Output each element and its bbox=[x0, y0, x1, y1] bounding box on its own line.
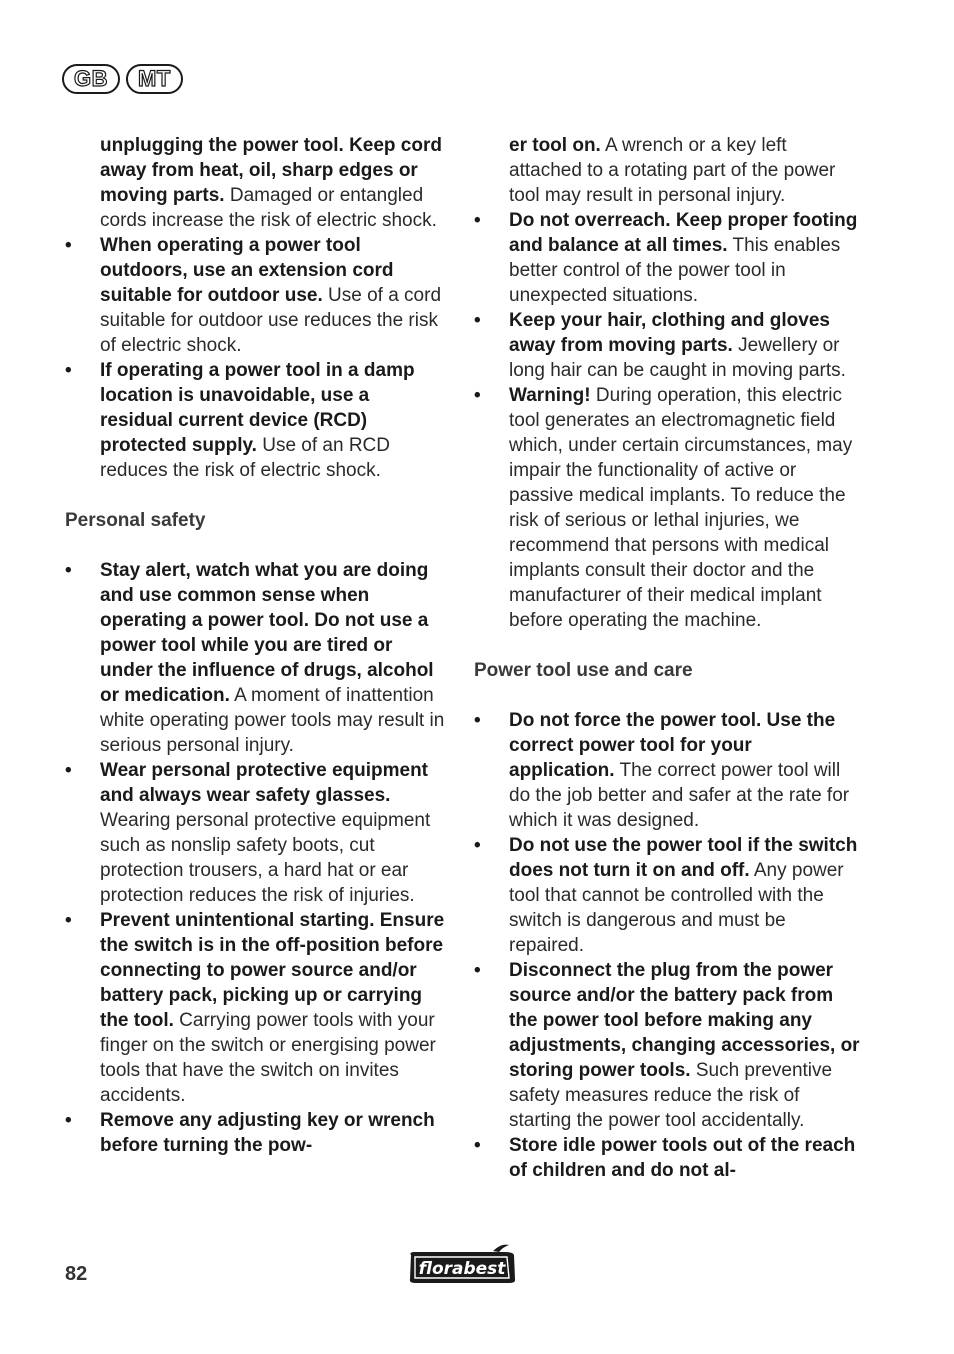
list-item bbox=[474, 958, 860, 1133]
bullet: • bbox=[474, 710, 481, 731]
body-text: Such preventive safety measures reduce the risk of starting the power tool accidentally. bbox=[509, 1060, 833, 1131]
bullet: • bbox=[65, 910, 72, 931]
body-text: Any power tool that cannot be controlled with the switch is dangerous and must be repaired. bbox=[509, 860, 844, 956]
bold-text: Wear personal protective equipment and always wear safety glasses. bbox=[100, 760, 429, 806]
bold-text: Disconnect the plug from the power source and/or the battery pack from the power tool before making any adjustments, changing accessories, or storing power tools. bbox=[509, 960, 860, 1081]
list-item bbox=[474, 1133, 860, 1183]
list-item bbox=[474, 383, 860, 633]
spacer bbox=[65, 533, 447, 558]
section-heading: Power tool use and care bbox=[474, 660, 693, 681]
list-item bbox=[65, 558, 447, 758]
spacer bbox=[474, 683, 860, 708]
bullet: • bbox=[65, 235, 72, 256]
bold-text: Do not force the power tool. Use the correct power tool for your application. bbox=[509, 710, 836, 781]
bold-text: When operating a power tool outdoors, use an extension cord suitable for outdoor use. bbox=[100, 235, 394, 306]
logo-text: florabest bbox=[418, 1259, 506, 1279]
bullet: • bbox=[474, 1135, 481, 1156]
page-number: 82 bbox=[65, 1263, 88, 1285]
language-badge-mt: MT bbox=[126, 64, 183, 94]
bullet: • bbox=[474, 960, 481, 981]
left-column bbox=[65, 133, 447, 1158]
bold-text: unplugging the power tool. Keep cord away from heat, oil, sharp edges or moving parts. bbox=[100, 135, 442, 206]
body-text: A moment of inattention white operating power tools may result in serious personal injury. bbox=[100, 685, 445, 756]
list-item bbox=[65, 233, 447, 358]
body-text: During operation, this electric tool generates an electromagnetic field which, under certain circumstances, may impair the functionality of active or passive medical implants. To reduce the risk of serious or lethal injuries, we recommend that persons with medical implants consult their doctor and the manufacturer of their medical implant before operating the machine. bbox=[509, 385, 853, 631]
bold-text: Do not use the power tool if the switch does not turn it on and off. bbox=[509, 835, 858, 881]
bullet: • bbox=[474, 210, 481, 231]
bold-text: Prevent unintentional starting. Ensure the switch is in the off-position before connecting to power source and/or battery pack, picking up or carrying the tool. bbox=[100, 910, 445, 1031]
bold-text: Keep your hair, clothing and gloves away from moving parts. bbox=[509, 310, 830, 356]
right-column bbox=[474, 133, 860, 1183]
body-text: The correct power tool will do the job better and safer at the rate for which it was designed. bbox=[509, 760, 850, 831]
bold-text: Warning! bbox=[509, 385, 591, 406]
language-badges bbox=[62, 64, 183, 94]
bullet: • bbox=[65, 1110, 72, 1131]
florabest-logo bbox=[405, 1243, 519, 1289]
bold-text: If operating a power tool in a damp location is unavoidable, use a residual current device (RCD) protected supply. bbox=[100, 360, 415, 456]
list-item bbox=[474, 833, 860, 958]
bold-text: Do not overreach. Keep proper footing and balance at all times. bbox=[509, 210, 858, 256]
language-badge-gb: GB bbox=[62, 64, 120, 94]
list-item bbox=[65, 358, 447, 483]
section-heading: Personal safety bbox=[65, 510, 206, 531]
bullet: • bbox=[65, 760, 72, 781]
bullet: • bbox=[474, 835, 481, 856]
list-item bbox=[474, 208, 860, 308]
body-text: Carrying power tools with your finger on the switch or energising power tools that have the switch on invites accidents. bbox=[100, 1010, 436, 1106]
body-text: Jewellery or long hair can be caught in moving parts. bbox=[509, 335, 846, 381]
bullet: • bbox=[474, 385, 481, 406]
body-text: Use of a cord suitable for outdoor use reduces the risk of electric shock. bbox=[100, 285, 442, 356]
continued-paragraph bbox=[474, 133, 860, 208]
body-text: Wearing personal protective equipment such as nonslip safety boots, cut protection trousers, a hard hat or ear protection reduces the risk of injuries. bbox=[100, 810, 431, 906]
bullet: • bbox=[65, 360, 72, 381]
bold-text: Remove any adjusting key or wrench before turning the pow- bbox=[100, 1110, 435, 1156]
body-text: Use of an RCD reduces the risk of electric shock. bbox=[100, 435, 390, 481]
bullet: • bbox=[474, 310, 481, 331]
body-text: Damaged or entangled cords increase the risk of electric shock. bbox=[100, 185, 437, 231]
bullet: • bbox=[65, 560, 72, 581]
list-item bbox=[474, 308, 860, 383]
bold-text: er tool on. bbox=[509, 135, 601, 156]
list-item bbox=[65, 758, 447, 908]
bold-text: Store idle power tools out of the reach of children and do not al- bbox=[509, 1135, 856, 1181]
list-item bbox=[65, 908, 447, 1108]
body-text: A wrench or a key left attached to a rotating part of the power tool may result in personal injury. bbox=[509, 135, 836, 206]
bold-text: Stay alert, watch what you are doing and use common sense when operating a power tool. Do not use a power tool while you are tired or under the influence of drugs, alcohol or medication. bbox=[100, 560, 434, 706]
continued-paragraph bbox=[65, 133, 447, 233]
body-text: This enables better control of the power tool in unexpected situations. bbox=[509, 235, 841, 306]
list-item bbox=[65, 1108, 447, 1158]
list-item bbox=[474, 708, 860, 833]
